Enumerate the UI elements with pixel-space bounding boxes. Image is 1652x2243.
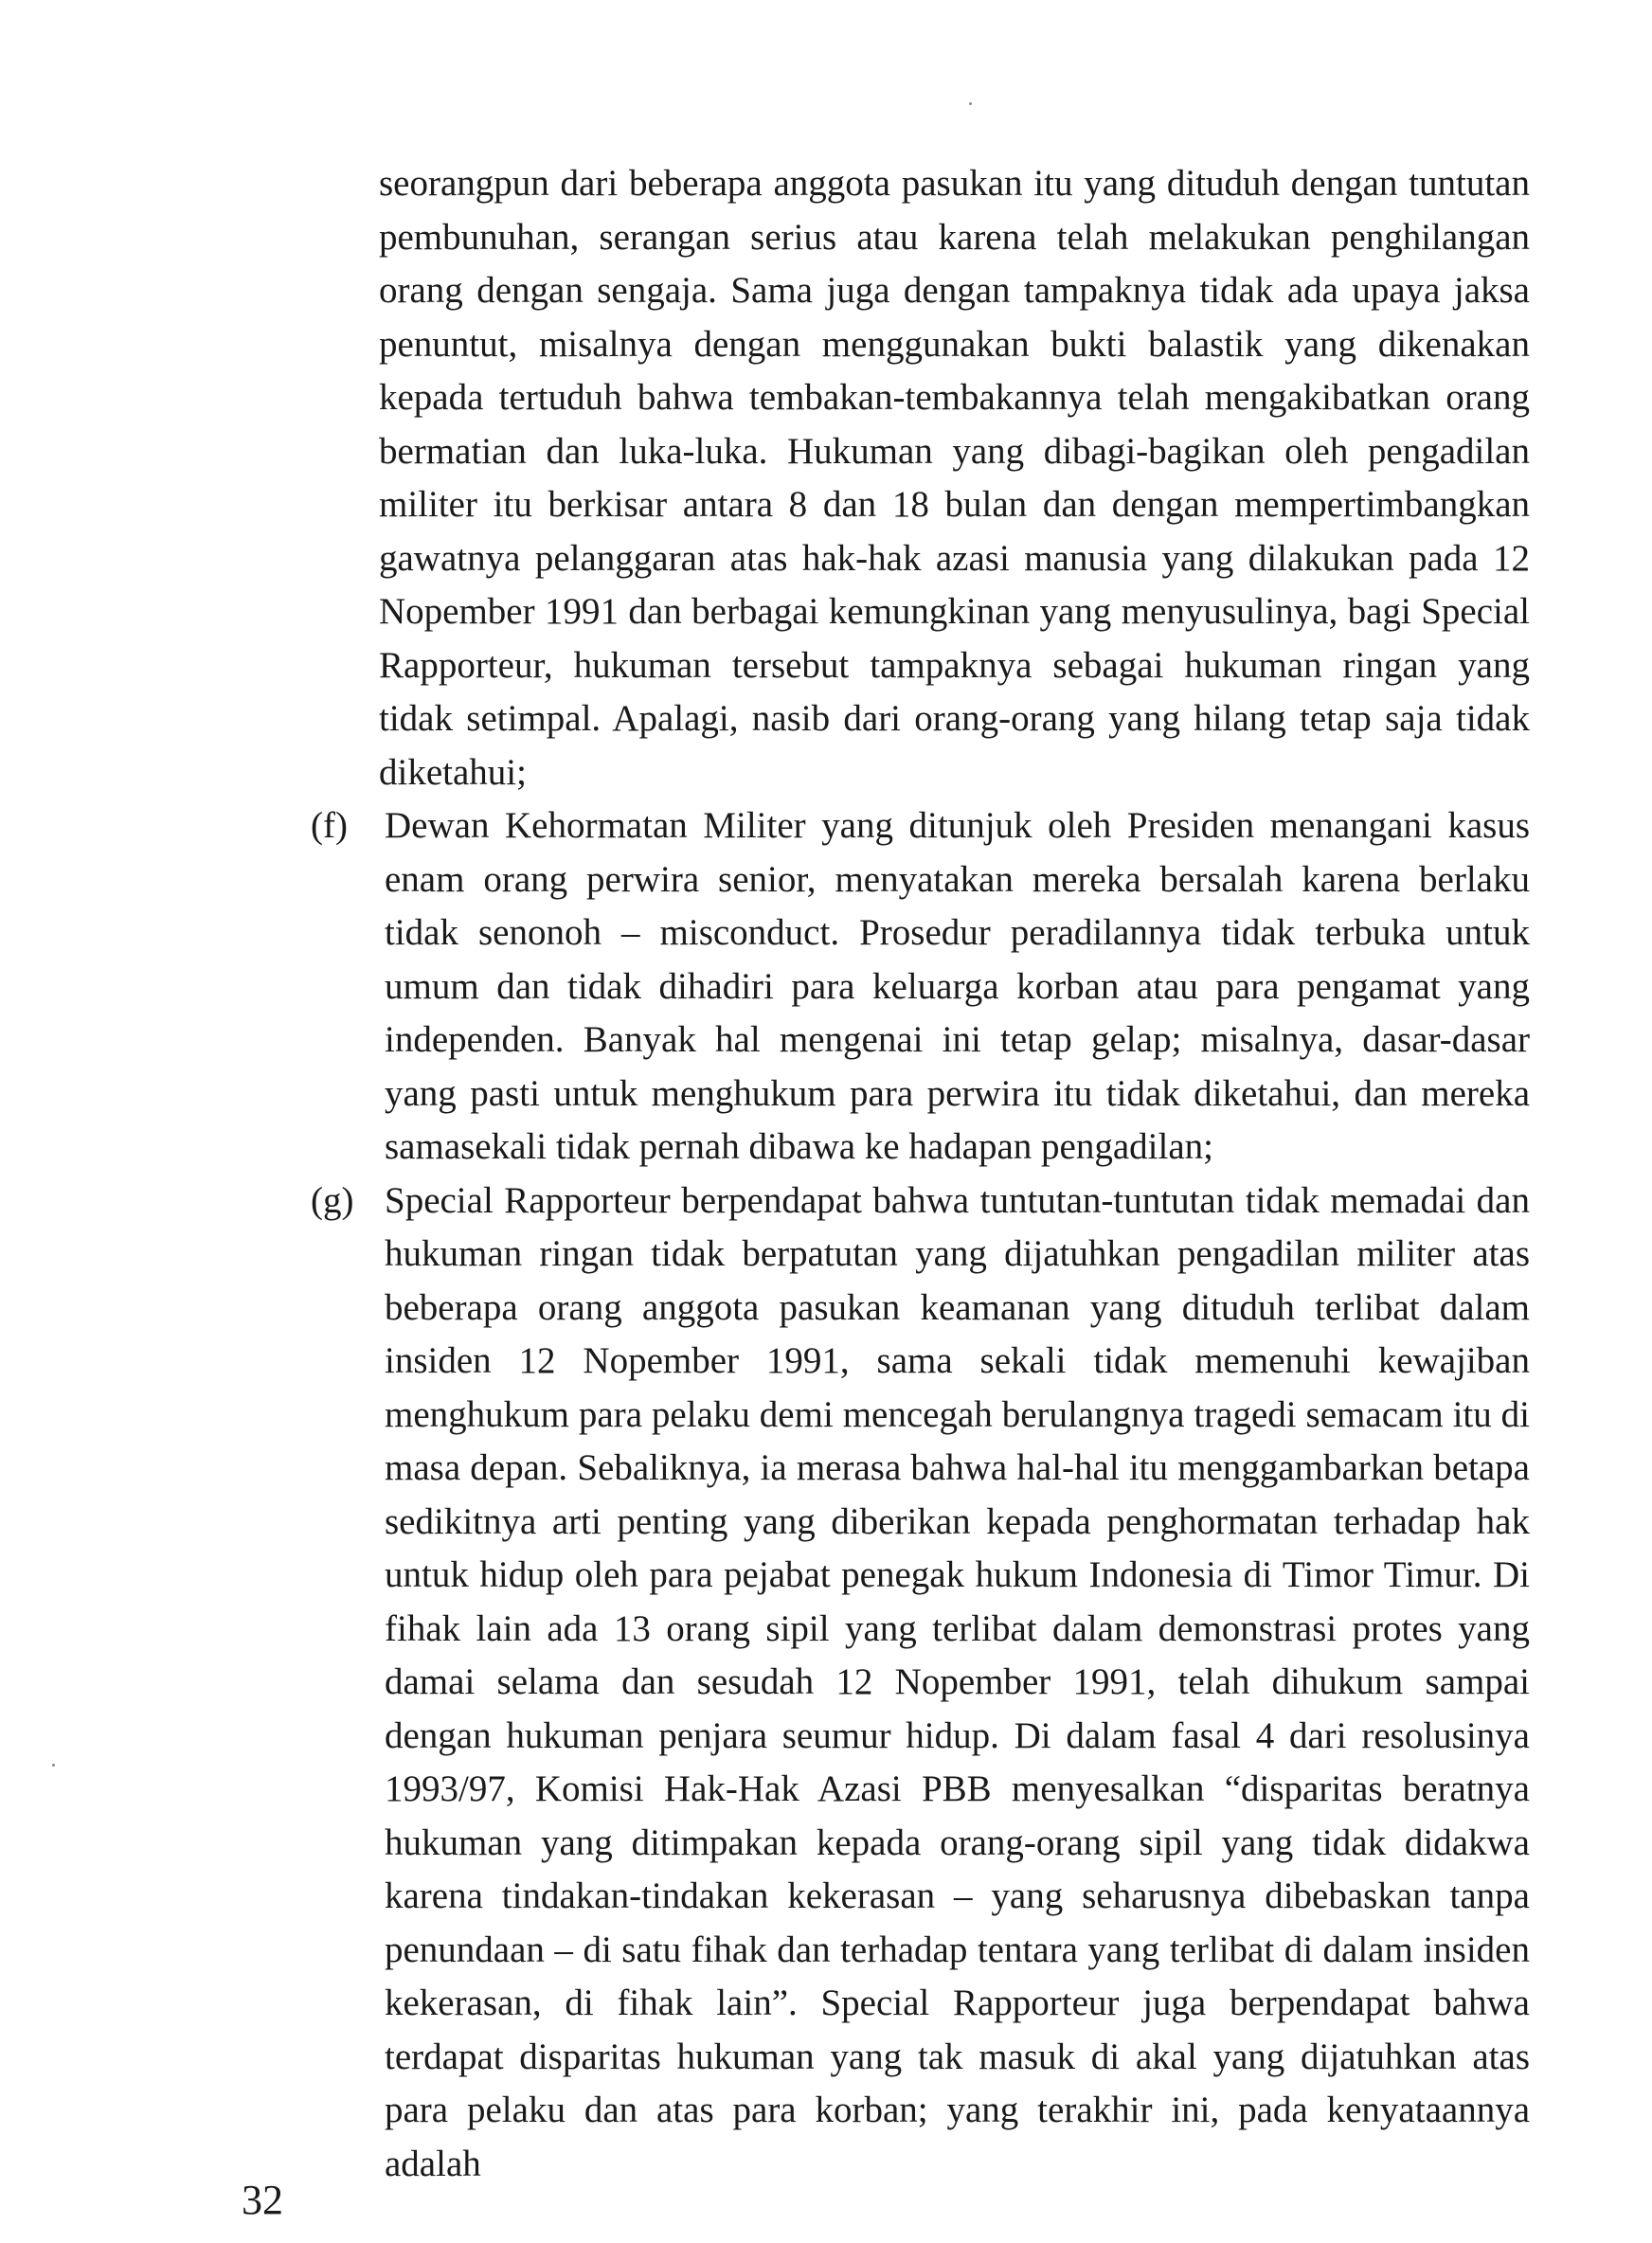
list-item-text: Special Rapporteur berpendapat bahwa tuntutan-tuntutan tidak memadai dan hukuman ringan tidak berpatutan yang dijatuhkan pengadilan militer atas beberapa orang anggota pasukan keamanan yang dituduh terlibat dalam insiden 12 Nopember 1991, sama sekali tidak memenuhi kewajiban menghukum para pelaku demi mencegah berulangnya tragedi semacam itu di masa depan. Sebaliknya, ia merasa bahwa hal-hal itu menggambarkan betapa sedikitnya arti penting yang diberikan kepada penghormatan terhadap hak untuk hidup oleh para pejabat penegak hukum Indonesia di Timor Timur. Di fihak lain ada 13 orang sipil yang terlibat dalam demonstrasi protes yang damai selama dan sesudah 12 Nopember 1991, telah dihukum sampai dengan hukuman penjara seumur hidup. Di dalam fasal 4 dari resolusinya 1993/97, Komisi Hak-Hak Azasi PBB menyesalkan “disparitas beratnya hukuman yang ditimpakan kepada orang-orang sipil yang tidak didakwa karena tindakan-tindakan kekerasan – yang seharusnya dibebaskan tanpa penundaan – di satu fihak dan terhadap tentara yang terlibat di dalam insiden kekerasan, di fihak lain”. Special Rapporteur juga berpendapat bahwa terdapat disparitas hukuman yang tak masuk di akal yang dijatuhkan atas para pelaku dan atas para korban; yang terakhir ini, pada kenyataannya adalah	[385, 1179, 1530, 2184]
scan-speck	[52, 1764, 55, 1767]
list-item-label: (g)	[311, 1179, 354, 1221]
list-item-f	[311, 799, 1530, 1175]
body-text	[311, 157, 1530, 2191]
continuation-paragraph: seorangpun dari beberapa anggota pasukan itu yang dituduh dengan tuntutan pembunuhan, serangan serius atau karena telah melakukan penghilangan orang dengan sengaja. Sama juga dengan tampaknya tidak ada upaya jaksa penuntut, misalnya dengan menggunakan bukti balastik yang dikenakan kepada tertuduh bahwa tembakan-tembakannya telah mengakibatkan orang bermatian dan luka-luka. Hukuman yang dibagi-bagikan oleh pengadilan militer itu berkisar antara 8 dan 18 bulan dan dengan mempertimbangkan gawatnya pelanggaran atas hak-hak azasi manusia yang dilakukan pada 12 Nopember 1991 dan berbagai kemungkinan yang menyusulinya, bagi Special Rapporteur, hukuman tersebut tampaknya sebagai hukuman ringan yang tidak setimpal. Apalagi, nasib dari orang-orang yang hilang tetap saja tidak diketahui;	[379, 163, 1530, 793]
list-item-label: (f)	[311, 805, 348, 846]
scan-speck	[969, 102, 972, 105]
page-number: 32	[242, 2177, 283, 2223]
list-item-text: Dewan Kehormatan Militer yang ditunjuk oleh Presiden menangani kasus enam orang perwira senior, menyatakan mereka bersalah karena berlaku tidak senonoh – misconduct. Prosedur peradilannya tidak terbuka untuk umum dan tidak dihadiri para keluarga korban atau para pengamat yang independen. Banyak hal mengenai ini tetap gelap; misalnya, dasar-dasar yang pasti untuk menghukum para perwira itu tidak diketahui, dan mereka samasekali tidak pernah dibawa ke hadapan pengadilan;	[385, 805, 1530, 1167]
list-item-g	[311, 1175, 1530, 2192]
